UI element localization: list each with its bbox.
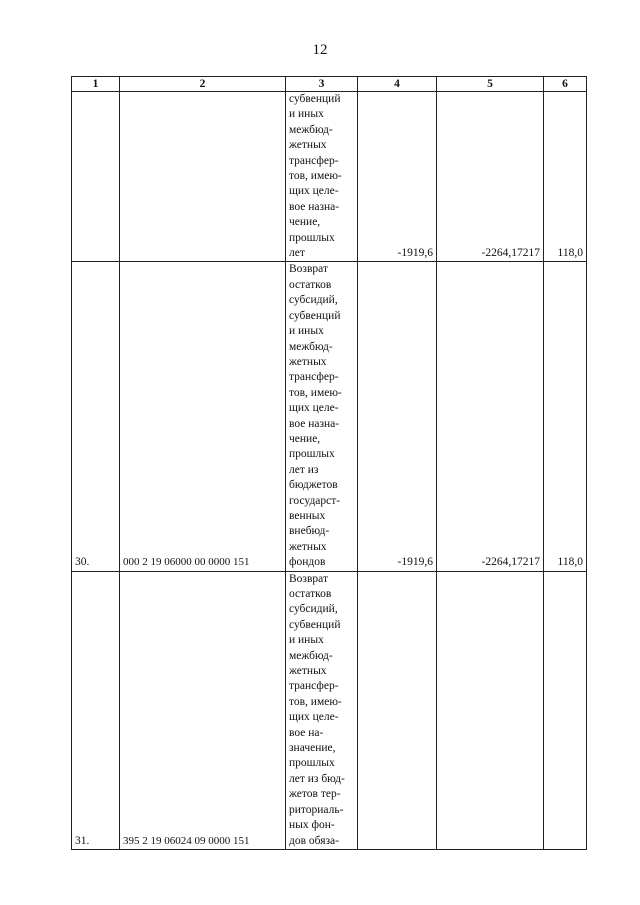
description-line: субсидий, xyxy=(289,294,338,307)
table-row xyxy=(72,262,587,571)
description-line: субсидий, xyxy=(289,603,338,616)
budget-code-cell: 395 2 19 06024 09 0000 151 xyxy=(120,571,286,849)
description-line: прошлых xyxy=(289,231,335,244)
description-line: прошлых xyxy=(289,757,335,770)
amount-col4-cell: -1919,6 xyxy=(358,262,437,571)
description-line: лет из бюд- xyxy=(289,772,345,785)
row-number-cell: 30. xyxy=(72,262,120,571)
description-line: вое назна- xyxy=(289,200,340,213)
description-line: остатков xyxy=(289,588,332,600)
percent-col6-cell xyxy=(544,571,587,849)
amount-col5-cell xyxy=(437,571,544,849)
budget-code-cell xyxy=(120,92,286,262)
description-line: тов, имею- xyxy=(289,695,342,708)
table-header-row xyxy=(72,77,587,92)
amount-col4-cell xyxy=(358,571,437,849)
description-line: и иных xyxy=(289,634,324,647)
budget-table xyxy=(71,76,587,850)
description-line: ных фон- xyxy=(289,819,335,832)
description-line: внебюд- xyxy=(289,525,330,538)
table-row xyxy=(72,92,587,262)
description-cell xyxy=(286,262,358,571)
description-line: прошлых xyxy=(289,448,335,461)
description-line: лет xyxy=(289,247,305,260)
description-line: чение, xyxy=(289,432,321,445)
description-line: остатков xyxy=(289,278,332,291)
column-header-5: 5 xyxy=(437,77,544,92)
description-line: щих целе- xyxy=(289,402,339,415)
column-header-2: 2 xyxy=(120,77,286,92)
column-header-1: 1 xyxy=(72,77,120,92)
description-line: трансфер- xyxy=(289,371,339,384)
table-row xyxy=(72,571,587,849)
description-line: субвенций xyxy=(289,618,341,631)
description-line: лет из xyxy=(289,463,319,476)
description-line: государст- xyxy=(289,494,341,507)
row-number-cell xyxy=(72,92,120,262)
description-line: жетных xyxy=(289,139,327,152)
description-line: межбюд- xyxy=(289,649,333,662)
description-line: субвенций xyxy=(289,309,341,322)
column-header-6: 6 xyxy=(544,77,587,92)
table-body xyxy=(72,92,587,850)
description-line: риториаль- xyxy=(289,803,344,816)
description-line: бюджетов xyxy=(289,479,338,492)
description-cell xyxy=(286,571,358,849)
description-line: жетов тер- xyxy=(289,788,341,801)
page-number: 12 xyxy=(312,42,328,58)
description-line: межбюд- xyxy=(289,123,333,136)
description-line: жетных xyxy=(289,665,327,678)
description-line: фондов xyxy=(289,556,326,569)
description-cell xyxy=(286,92,358,262)
column-header-3: 3 xyxy=(286,77,358,92)
description-line: межбюд- xyxy=(289,340,333,353)
description-line: венных xyxy=(289,509,326,522)
description-line: тов, имею- xyxy=(289,170,342,183)
description-line: щих целе- xyxy=(289,711,339,724)
column-header-4: 4 xyxy=(358,77,437,92)
description-line: тов, имею- xyxy=(289,386,342,399)
description-line: и иных xyxy=(289,325,324,338)
description-line: трансфер- xyxy=(289,680,339,693)
row-number-cell: 31. xyxy=(72,571,120,849)
amount-col4-cell: -1919,6 xyxy=(358,92,437,262)
percent-col6-cell: 118,0 xyxy=(544,262,587,571)
description-line: значение, xyxy=(289,742,336,755)
amount-col5-cell: -2264,17217 xyxy=(437,262,544,571)
description-line: жетных xyxy=(289,355,327,368)
description-line: трансфер- xyxy=(289,154,339,167)
description-line: чение, xyxy=(289,216,321,229)
description-line: вое на- xyxy=(289,726,324,739)
description-line: Возврат xyxy=(289,263,328,276)
description-line: Возврат xyxy=(289,572,328,585)
description-line: жетных xyxy=(289,540,327,553)
description-line: щих целе- xyxy=(289,185,339,198)
description-line: и иных xyxy=(289,108,324,121)
description-line: дов обяза- xyxy=(289,834,339,847)
description-line: вое назна- xyxy=(289,417,340,430)
budget-code-cell: 000 2 19 06000 00 0000 151 xyxy=(120,262,286,571)
percent-col6-cell: 118,0 xyxy=(544,92,587,262)
description-line: субвенций xyxy=(289,93,341,105)
amount-col5-cell: -2264,17217 xyxy=(437,92,544,262)
